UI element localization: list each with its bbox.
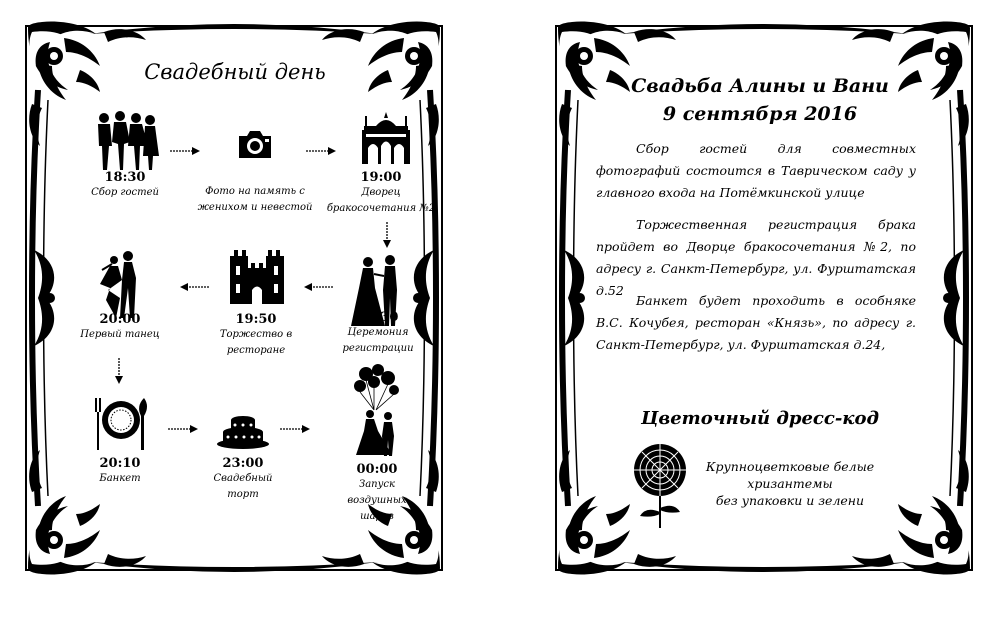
arrow-left-icon [304, 282, 334, 292]
event-first-dance [70, 312, 170, 343]
event-caption: Дворец бракосочетания №2 [326, 187, 436, 214]
cake-icon [216, 412, 270, 450]
castle-icon [230, 248, 284, 304]
balloons-icon [344, 364, 408, 456]
arrow-right-icon [168, 424, 198, 434]
arrow-right-icon [306, 146, 336, 156]
page-title: Свадебный день [144, 60, 326, 84]
dress-code-description: Крупноцветковые белые хризантемы без упаковки и зелени [705, 459, 875, 508]
event-time: 19:50 [235, 312, 277, 327]
couple-names: Свадьба Алины и Вани [631, 75, 889, 97]
event-time: 18:30 [104, 170, 146, 185]
paragraph-gathering: Сбор гостей для совместных фотографий состоится в Таврическом саду у главного входа на Потёмкинской улице [596, 141, 916, 200]
wedding-date: 9 сентября 2016 [662, 103, 858, 125]
event-time: 20:10 [99, 456, 141, 471]
event-caption: Сбор гостей [91, 187, 159, 198]
invitation-title [610, 72, 910, 128]
crowd-icon [94, 110, 160, 174]
dance-icon [98, 250, 146, 320]
event-caption: Фото на память с женихом и невестой [197, 186, 313, 213]
event-caption: Первый танец [80, 329, 160, 340]
plate-icon [92, 396, 150, 452]
event-time: 19:00 [360, 170, 402, 185]
arrow-right-icon [280, 424, 310, 434]
event-cake [200, 456, 286, 503]
camera-icon [237, 128, 273, 160]
event-caption: Торжество в ресторане [219, 329, 293, 356]
schedule-page [20, 20, 448, 576]
event-time: 19:30 [357, 310, 399, 325]
chrysanthemum-icon [632, 442, 688, 528]
palace-icon [360, 112, 412, 164]
event-time: 23:00 [222, 456, 264, 471]
event-balloons [344, 462, 410, 525]
arrow-right-icon [170, 146, 200, 156]
arrow-left-icon [180, 282, 210, 292]
event-photo [192, 184, 318, 216]
invitation-page [550, 20, 978, 576]
event-ceremony [336, 310, 420, 357]
event-time: 20:00 [99, 312, 141, 327]
event-caption: Запуск воздушных шаров [347, 479, 407, 522]
paragraph-registration: Торжественная регистрация брака пройдет во Дворце бракосочетания №2, по адресу г. Санкт-Петербург, ул. Фурштатская д.52 [596, 217, 916, 298]
event-gathering [80, 170, 170, 201]
arrow-down-icon [114, 358, 124, 384]
event-caption: Банкет [99, 473, 141, 484]
event-time: 00:00 [356, 462, 398, 477]
paragraph-banquet: Банкет будет проходить в особняке В.С. Кочубея, ресторан «Князь», по адресу г. Санкт-Петербург, ул. Фурштатская д.24, [596, 293, 916, 352]
event-banquet [78, 456, 162, 487]
event-caption: Церемония регистрации [342, 327, 414, 354]
arrow-down-icon [382, 222, 392, 248]
event-palace [326, 170, 436, 217]
event-celebration [206, 312, 306, 359]
dress-code-title: Цветочный дресс-код [640, 408, 880, 429]
event-caption: Свадебный торт [213, 473, 273, 500]
